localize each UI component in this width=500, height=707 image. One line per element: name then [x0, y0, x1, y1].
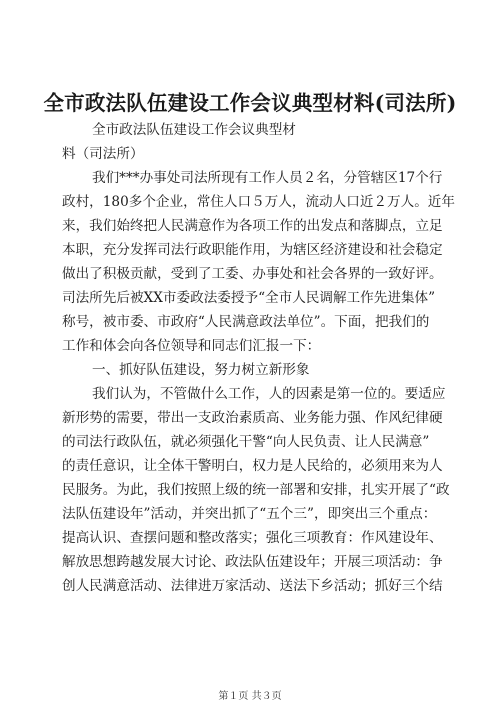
paragraph-line: 称号，被市委、市政府“人民满意政法单位”。下面，把我们的	[62, 314, 430, 330]
document-title: 全市政法队伍建设工作会议典型材料(司法所)	[43, 91, 457, 115]
paragraph-line: 料（司法所）	[62, 146, 144, 162]
paragraph-line: 的责任意识，让全体干警明白，权力是人民给的，必须用来为人	[62, 458, 443, 474]
paragraph-line: 新形势的需要，带出一支政治素质高、业务能力强、作风纪律硬	[62, 410, 443, 426]
section-heading: 一、抓好队伍建设，努力树立新形象	[92, 362, 310, 378]
paragraph-line: 全市政法队伍建设工作会议典型材	[92, 122, 296, 138]
paragraph-line: 政村，180多个企业，常住人口５万人，流动人口近２万人。近年	[62, 194, 455, 210]
paragraph-line: 民服务。为此，我们按照上级的统一部署和安排，扎实开展了“政	[62, 482, 450, 498]
paragraph-line: 提高认识、查摆问题和整改落实；强化三项教育：作风建设年、	[62, 530, 443, 546]
paragraph-line: 创人民满意活动、法律进万家活动、送法下乡活动；抓好三个结	[62, 578, 443, 594]
page-number: 第１页 共３页	[218, 691, 282, 702]
paragraph-line: 工作和体会向各位领导和同志们汇报一下：	[62, 338, 321, 354]
paragraph-line: 法队伍建设年”活动，并突出抓了“五个三”，即突出三个重点：	[62, 506, 437, 522]
paragraph-line: 本职，充分发挥司法行政职能作用，为辖区经济建设和社会稳定	[62, 242, 443, 258]
paragraph-line: 的司法行政队伍，就必须强化干警“向人民负责、让人民满意”	[62, 434, 430, 450]
paragraph-line: 司法所先后被XX市委政法委授予“全市人民调解工作先进集体”	[62, 290, 436, 306]
paragraph-line: 来，我们始终把人民满意作为各项工作的出发点和落脚点，立足	[62, 218, 443, 234]
paragraph-line: 我们认为，不管做什么工作，人的因素是第一位的。要适应	[92, 386, 446, 402]
paragraph-line: 我们***办事处司法所现有工作人员２名，分管辖区17个行	[92, 170, 443, 186]
paragraph-line: 做出了积极贡献，受到了工委、办事处和社会各界的一致好评。	[62, 266, 443, 282]
document-body	[62, 118, 472, 598]
paragraph-line: 解放思想跨越发展大讨论、政法队伍建设年；开展三项活动：争	[62, 554, 443, 570]
